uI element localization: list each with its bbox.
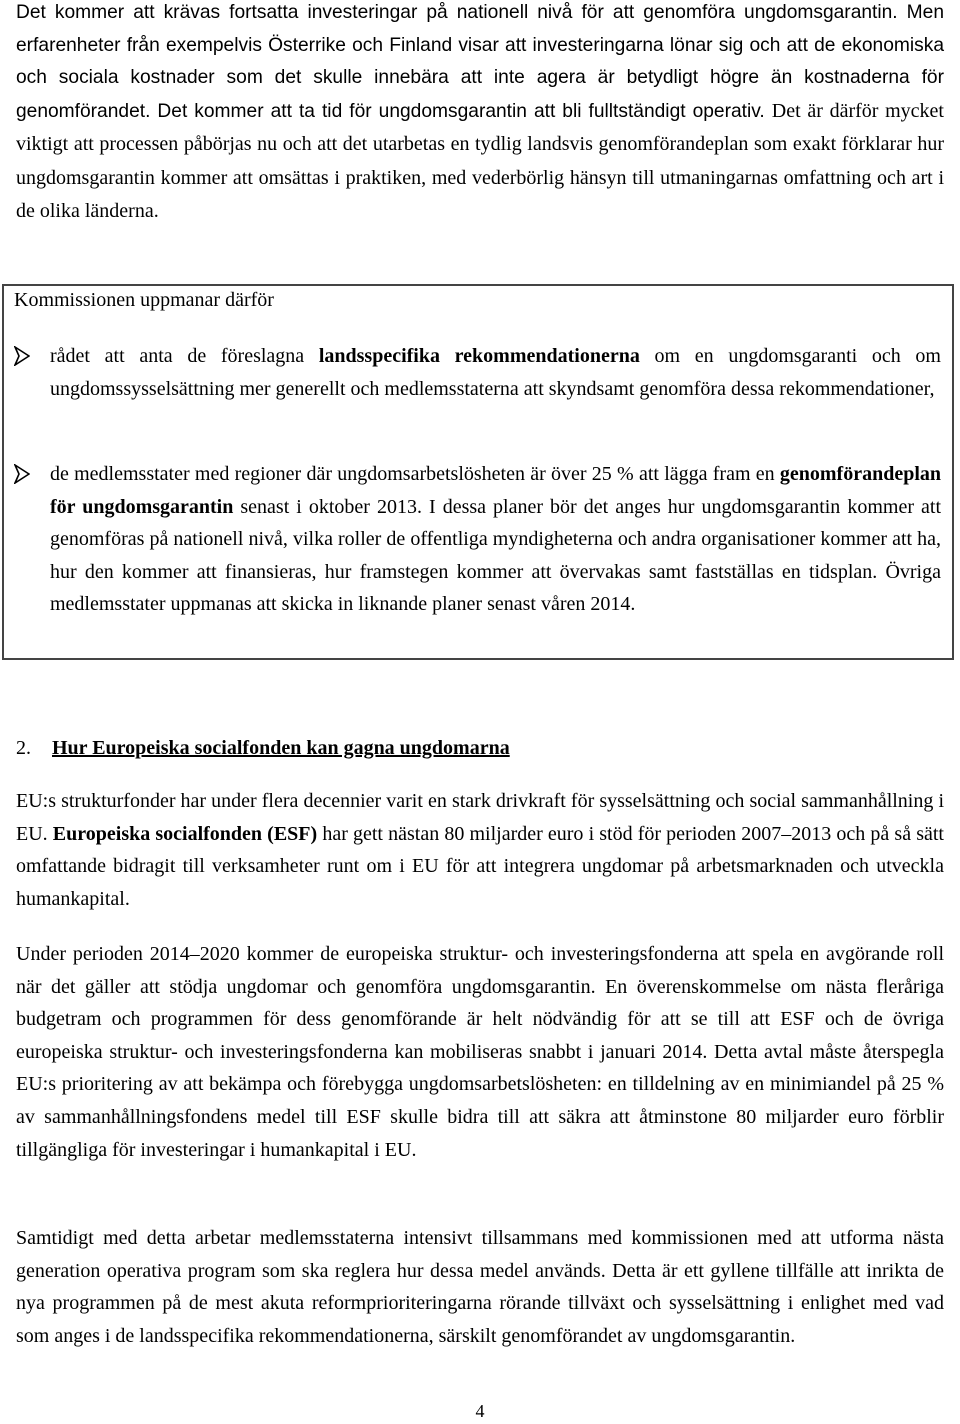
paragraph-esf bbox=[16, 785, 944, 915]
bullet-text-bold: genomförandeplan för ungdomsgarantin bbox=[50, 463, 941, 518]
box-intro: Kommissionen uppmanar därför bbox=[14, 289, 274, 311]
arrow-bullet-icon bbox=[14, 464, 30, 484]
section-title: Hur Europeiska socialfonden kan gagna ungdomarna bbox=[52, 737, 510, 759]
paragraph-operative-programs: Samtidigt med detta arbetar medlemsstaterna intensivt tillsammans med kommissionen med att utforma nästa generation operativa program som ska reglera hur dessa medel används. Detta är ett gyllene tillfälle att inrikta de nya programmen på de mest akuta reformprioriteringarna rörande tillväxt och sysselsättning i enlighet med vad som anges i de landsspecifika rekommendationerna, särskilt genomförandet av ungdomsgarantin. bbox=[16, 1227, 944, 1347]
bullet-text-bold: landsspecifika rekommendationerna bbox=[318, 345, 640, 367]
bullet-text-post: om en ungdomsgaranti och om ungdomssysselsättning mer generellt och medlemsstaterna att skyndsamt genomföra dessa rekommendationer, bbox=[50, 345, 941, 400]
arrow-bullet-icon bbox=[14, 346, 30, 366]
paragraph-esf-pre: EU:s strukturfonder har under flera decennier varit en stark drivkraft för sysselsättning och social sammanhållning i EU. bbox=[16, 790, 944, 845]
bullet-text-post: senast i oktober 2013. I dessa planer bör det anges hur ungdomsgarantin kommer att genomföras på nationell nivå, vilka roller de offentliga myndigheterna och andra organisationer kommer att ha, hur den kommer att finansieras, hur framstegen kommer att övervakas samt fastställas en tidsplan. Övriga medlemsstater uppmanas att skicka in liknande planer senast våren 2014. bbox=[50, 495, 942, 616]
bullet-text-pre: rådet att anta de föreslagna bbox=[50, 345, 319, 367]
paragraph-2014-2020: Under perioden 2014–2020 kommer de europeiska struktur- och investeringsfonderna att spela en avgörande roll när det gäller att stödja ungdomar och genomföra ungdomsgarantin. En överenskommelse om nästa fleråriga budgetram och programmen för dess genomförande är helt nödvändig för att se till att ESF och de övriga europeiska struktur- och investeringsfonderna kan mobiliseras snabbt i januari 2014. Detta avtal måste återspegla EU:s prioritering av att bekämpa och förebygga ungdomsarbetslösheten: en tilldelning av en minimiandel på 25 % av sammanhållningsfondens medel till ESF skulle bidra till att säkra att åtminstone 80 miljarder euro förblir tillgängliga för investeringar i humankapital i EU. bbox=[16, 943, 944, 1161]
paragraph-esf-bold: Europeiska socialfonden (ESF) bbox=[52, 822, 318, 845]
intro-text-part2: Det är därför mycket viktigt att processen påbörjas nu och att det utarbetas en tydlig landsvis genomförandeplan som exakt förklarar hur ungdomsgarantin kommer att omsättas i praktiken, med vederbörlig hänsyn till utmaningarnas omfattning och art i de olika länderna. bbox=[16, 99, 944, 222]
bullet-text bbox=[50, 340, 941, 405]
intro-paragraph bbox=[16, 0, 944, 229]
bullet-text-pre: de medlemsstater med regioner där ungdomsarbetslösheten är över 25 % att lägga fram en bbox=[50, 463, 780, 485]
section-heading bbox=[16, 732, 944, 765]
paragraph-esf-post: har gett nästan 80 miljarder euro i stöd för perioden 2007–2013 och på så sätt omfattande bidragit till verksamheter runt om i EU för att integrera ungdomar på arbetsmarknaden och utveckla humankapital. bbox=[16, 822, 944, 910]
page-number: 4 bbox=[475, 1401, 485, 1421]
section-number: 2. bbox=[16, 737, 31, 759]
bullet-text bbox=[50, 458, 941, 621]
intro-text-part1: Det kommer att krävas fortsatta investeringar på nationell nivå för att genomföra ungdomsgarantin. Men erfarenheter från exempelvis Österrike och Finland visar att investeringarna lönar sig och att de ekonomiska och sociala kostnader som det skulle innebära att inte agera är betydligt högre än kostnaderna för genomförandet. Det kommer att ta tid för ungdomsgarantin att bli fulltständigt operativ. bbox=[16, 2, 944, 122]
